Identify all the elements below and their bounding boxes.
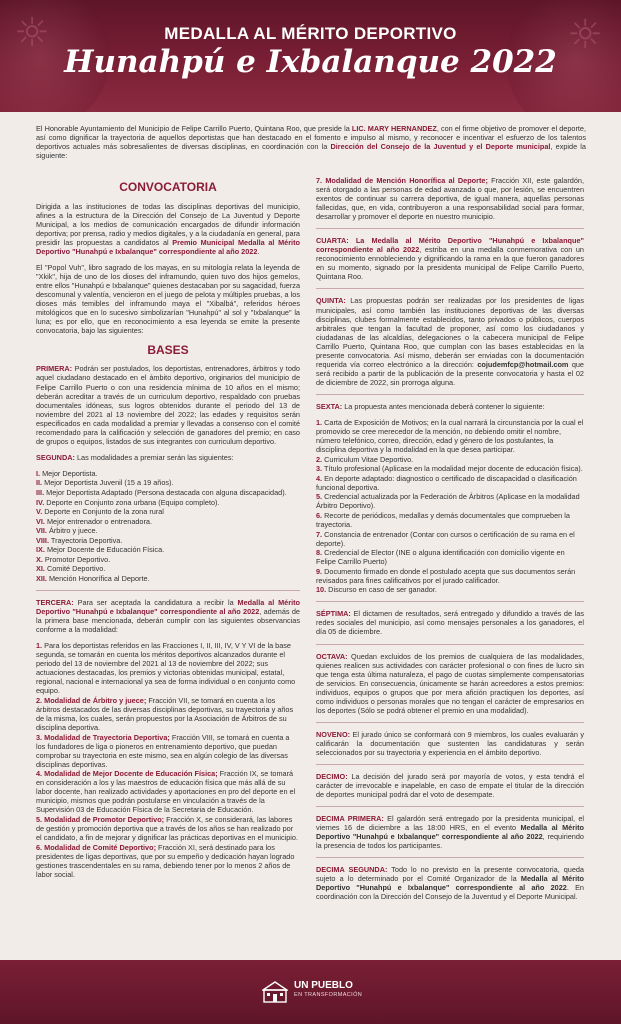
tercera-item bbox=[36, 733, 300, 769]
header-banner bbox=[0, 0, 621, 112]
primera-text: Podrán ser postulados, los deportistas, entrenadores, árbitros y todo aquel ciudadano destacado en el ámbito deportivo, originarios del municipio de Felipe Carrillo Puerto o con una residencia mínima de 10 años en el mismo; deberán acreditar a través de un curriculum deportivo, respaldado con pruebas documentales idóneas, sus logros obtenidos durante el periodo del 13 de noviembre del 2021 al 13 noviembre del 2022; las edades y requisitos serán especificados en cada modalidad a premiar y llevadas a consenso con el comité recomendado para la calificación y selección de ganadores del premio; en caso de grupos o equipos, listados de sus integrantes con curriculum deportivo. bbox=[36, 364, 300, 446]
decima-text: La decisión del jurado será por mayoría de votos, y esta tendrá el carácter de irrevocable e inapelable, en caso de empate el titular de la dirección de deportes municipal podrá dar el voto de desempate. bbox=[316, 771, 584, 800]
tercera-item bbox=[36, 641, 300, 695]
sexta-item bbox=[316, 511, 584, 529]
convocatoria-p1-b: Premio Municipal Medalla al Mérito Deportivo "Hunahpú e Ixbalanque" correspondiente al año 2022 bbox=[36, 238, 300, 257]
divider bbox=[316, 806, 584, 807]
sexta-item bbox=[316, 567, 584, 585]
tercera-text-b: Medalla al Mérito Deportivo "Hunahpú e Ixbalanque" correspondiente al año 2022 bbox=[36, 597, 300, 616]
sexta-item-text: Constancia de entrenador (Contar con cursos o certificación de su rama en el deporte). bbox=[316, 529, 575, 548]
sexta-item bbox=[316, 455, 584, 464]
tercera-text-a: Para ser aceptada la candidatura a recibir la bbox=[73, 597, 238, 607]
sexta-item-num: 1. bbox=[316, 417, 323, 427]
tercera-item-text: Fracción VII, se tomará en cuenta a los árbitros destacados de las diversas disciplinas deportivas, su trayectoria y años de la misma, los cuales, serán propuestos por la Asociación de Árbitros de su disciplina deportiva. bbox=[36, 695, 294, 733]
mayan-mask-icon-left: ☼ bbox=[14, 10, 50, 56]
modalidad-text: Trayectoria Deportiva. bbox=[48, 535, 123, 545]
quinta-text-a: Las propuestas podrán ser realizadas por los presidentes de ligas municipales, así como también las instituciones deportivas de las diversas disciplinas, clubes formalmente establecidos, tanto privados o públicos, cuerpos arbitrales que tengan la facultad de proponer, así como los ciudadanos y ciudadanas de las alcaldías, delegaciones o la cabecera municipal de Felipe Carrillo Puerto, Quintana Roo, que cumplan con las bases establecidas en la presente convocatoria. Así mismo, deberán ser enviadas con la documentación requerida vía correo electrónico a la dirección: bbox=[316, 296, 584, 369]
sexta-item-num: 2. bbox=[316, 454, 323, 464]
base-segunda bbox=[36, 453, 300, 462]
sexta-item-text: Credencial de Elector (INE o alguna identificación con domicilio vigente en Felipe Carrillo Puerto) bbox=[316, 548, 565, 567]
modalidad-item bbox=[36, 545, 300, 554]
decima-primera-text-c: , requiriendo la presencia de todos los participantes. bbox=[316, 832, 584, 851]
modalidad-num: X. bbox=[36, 554, 43, 564]
modalidad-text: Árbitro y juece. bbox=[46, 526, 98, 536]
modalidad-text: Mención Honorífica al Deporte. bbox=[46, 573, 150, 583]
modalidad-text: Deporte en Conjunto zona urbana (Equipo completo). bbox=[44, 497, 220, 507]
divider bbox=[316, 722, 584, 723]
divider bbox=[316, 228, 584, 229]
intro-direccion: Dirección del Consejo de la Juventud y el Deporte municipal bbox=[330, 142, 551, 152]
sexta-item bbox=[316, 530, 584, 548]
decima-primera-label: DECIMA PRIMERA: bbox=[316, 814, 384, 824]
decima-segunda-text-c: . En coordinación con la Dirección del Consejo de la Juventud y el Deporte Municipal. bbox=[316, 883, 584, 902]
octava-label: OCTAVA: bbox=[316, 651, 348, 661]
convocatoria-p1-c: . bbox=[257, 247, 260, 257]
divider bbox=[316, 394, 584, 395]
divider bbox=[316, 644, 584, 645]
footer-tagline: EN TRANSFORMACIÓN bbox=[294, 992, 363, 998]
tercera-item bbox=[36, 769, 300, 814]
tercera-item-text: Fracción IX, se tomará en consideración a los y las maestros de educación física que más allá de su labor docente, han realizado actividades y aportaciones en pro del deporte en el municipio, mismos que podrán postularse en vinculación a través de la Supervisión 03 de Educación Física de la Secretaria de Educación. bbox=[36, 769, 296, 815]
tercera-item bbox=[36, 843, 300, 879]
modalidad-num: VIII. bbox=[36, 535, 49, 545]
modalidad-item bbox=[36, 574, 300, 583]
sexta-item-text: Recorte de periódicos, medallas y demás documentales que comprueben la trayectoria. bbox=[316, 510, 570, 529]
base-cuarta bbox=[316, 236, 584, 281]
octava-text: Quedan excluidos de los premios de cualquiera de las modalidades, quienes realicen sus actividades con carácter profesional o con fines de lucro sin que tenga esta última naturaleza, el pago de cuotas simplemente compensatorias de servicios. En consecuencia, únicamente se harán acreedores a estos premios: individuos, equipos o grupos que por mera afición practiquen los deportes, así como individuos o personas morales que no tengan el carácter de empresarios en los deportes (Sólo se podrá obtener el premio en una modalidad). bbox=[316, 651, 584, 715]
sexta-item-text: Curriculum Vitae Deportivo. bbox=[322, 454, 414, 464]
right-column bbox=[316, 176, 584, 909]
base-novena bbox=[316, 730, 584, 757]
sexta-item-num: 4. bbox=[316, 473, 323, 483]
tercera-item-label: 4. Modalidad de Mejor Docente de Educación Física; bbox=[36, 769, 218, 779]
novena-label: NOVENO: bbox=[316, 729, 351, 739]
sexta-item bbox=[316, 548, 584, 566]
modalidad-item bbox=[36, 526, 300, 535]
base-decima-segunda bbox=[316, 865, 584, 901]
footer-banner bbox=[0, 960, 621, 1024]
base-primera bbox=[36, 364, 300, 445]
intro-text-c: , expide la siguiente: bbox=[36, 142, 586, 161]
sexta-item bbox=[316, 474, 584, 492]
sexta-item-num: 9. bbox=[316, 566, 323, 576]
modalidad-num: VII. bbox=[36, 526, 47, 536]
modalidad-num: XII. bbox=[36, 573, 47, 583]
decima-label: DECIMO: bbox=[316, 771, 348, 781]
decima-primera-text-b: Medalla al Mérito Deportivo "Hunahpú e Ixbalanque" correspondiente al año 2022 bbox=[316, 823, 584, 842]
intro-paragraph bbox=[36, 124, 586, 160]
header-subtitle: MEDALLA AL MÉRITO DEPORTIVO bbox=[164, 24, 457, 43]
tercera-item-label: 3. Modalidad de Trayectoria Deportiva; bbox=[36, 732, 170, 742]
sexta-item-text: Credencial actualizada por la Federación de Árbitros (Aplicase en la modalidad Árbitro Deportivo). bbox=[316, 492, 580, 511]
modalidad-item bbox=[36, 564, 300, 573]
tercera-item-label: 5. Modalidad de Promotor Deportivo; bbox=[36, 815, 165, 825]
bases-title: BASES bbox=[147, 342, 189, 357]
modalidad-num: II. bbox=[36, 478, 43, 488]
sexta-item-text: Carta de Exposición de Motivos; en la cual narrará la circunstancia por la cual el promovido se cree merecedor de la mención, no debiendo omitir el nombre, número telefónico, correo, dirección, edad y género de los postulantes, la disciplina deportiva y la modalidad en la que desea participar. bbox=[316, 417, 584, 455]
septima-label: SÉPTIMA: bbox=[316, 609, 351, 619]
sexta-item-num: 5. bbox=[316, 492, 323, 502]
convocatoria-title: CONVOCATORIA bbox=[119, 180, 217, 194]
novena-text: El jurado único se conformará con 9 miembros, los cuales evaluarán y calificarán la documentación que sustenten las candidaturas y serán seleccionados por su trayectoria y experiencia en el ámbito deportivo. bbox=[316, 729, 584, 757]
sexta-item-num: 10. bbox=[316, 585, 327, 595]
septima-text: El dictamen de resultados, será entregado y difundido a través de las redes sociales del municipio, así como mensajes personales a los ganadores, el día 05 de diciembre. bbox=[316, 609, 584, 637]
intro-president: LIC. MARY HERNANDEZ bbox=[351, 124, 437, 133]
item-7 bbox=[316, 176, 584, 221]
divider bbox=[316, 764, 584, 765]
sexta-item bbox=[316, 464, 584, 473]
modalidades-list bbox=[36, 469, 300, 583]
modalidad-text: Promotor Deportivo. bbox=[42, 554, 111, 564]
modalidad-text: Mejor entrenador o entrenadora. bbox=[44, 516, 153, 526]
segunda-label: SEGUNDA: bbox=[36, 452, 75, 462]
sexta-item-num: 3. bbox=[316, 464, 323, 474]
modalidad-num: XI. bbox=[36, 564, 45, 574]
sexta-item-num: 7. bbox=[316, 529, 323, 539]
decima-segunda-label: DECIMA SEGUNDA: bbox=[316, 865, 388, 875]
modalidad-num: V. bbox=[36, 507, 43, 517]
sexta-text: La propuesta antes mencionada deberá contener lo siguiente: bbox=[342, 401, 545, 411]
modalidad-item bbox=[36, 507, 300, 516]
modalidad-text: Deporte en Conjunto de la zona rural bbox=[42, 507, 164, 517]
primera-label: PRIMERA: bbox=[36, 364, 73, 374]
content bbox=[0, 118, 621, 958]
footer-brand: UN PUEBLO bbox=[294, 980, 353, 991]
left-column bbox=[36, 176, 300, 886]
segunda-text: Las modalidades a premiar serán las siguientes: bbox=[74, 452, 234, 462]
sexta-list bbox=[316, 418, 584, 594]
convocatoria-p1-a: Dirigida a las instituciones de todas las disciplinas deportivas del municipio, afines a la estructura de la Dirección del Consejo de La Juventud y Deporte Municipal, a los medios de comunicación encargados de difundir información deportiva; por prensa, radio y medios digitales, y a la ciudadanía en general, para presidir las propuestas a candidatos al bbox=[36, 201, 300, 248]
quinta-label: QUINTA: bbox=[316, 296, 346, 306]
modalidad-num: VI. bbox=[36, 516, 45, 526]
mayan-mask-icon-right: ☼ bbox=[567, 12, 603, 58]
item-7-label: 7. Modalidad de Mención Honorífica al Deporte; bbox=[316, 176, 488, 185]
decima-segunda-text-b: Medalla al Mérito Deportivo "Hunahpú e Ixbalanque" correspondiente al año 2022 bbox=[316, 874, 584, 893]
sexta-item bbox=[316, 418, 584, 454]
cuarta-label: CUARTA: La Medalla al Mérito Deportivo "Hunahpú e Ixbalanque" correspondiente al año 2022 bbox=[316, 236, 584, 255]
sexta-item-text: Discurso en caso de ser ganador. bbox=[326, 585, 437, 595]
divider bbox=[316, 288, 584, 289]
tercera-item-label: 6. Modalidad de Comité Deportivo; bbox=[36, 842, 157, 852]
sexta-item-text: Documento firmado en donde el postulado acepta que sus documentos serán revisados para fines calificativos por el jurado calificador. bbox=[316, 566, 576, 585]
tercera-label: TERCERA: bbox=[36, 597, 74, 607]
decima-segunda-text-a: Todo lo no previsto en la presente convocatoria, queda sujeto a lo determinado por el Comité Organizador de la bbox=[316, 865, 584, 884]
sexta-item-num: 6. bbox=[316, 510, 323, 520]
intro-text-b: , con el firme objetivo de promover el deporte, así como dignificar la trayectoria de aquellos deportistas que han destacado en el fomento e impulso al mismo, y reconocer e incentivar el esfuerzo de los talentos deportivos actuales más sobresalientes de diversas disciplinas, en coordinación con la bbox=[36, 124, 587, 152]
base-decima bbox=[316, 772, 584, 799]
tercera-item bbox=[36, 696, 300, 732]
modalidad-item bbox=[36, 517, 300, 526]
tercera-item-text: Fracción X, se considerará, las labores de gestión y promoción deportiva que a través de los años se han realizado por el candidato, a fin de mejorar y dignificar las prácticas deportivas en el municipio. bbox=[36, 815, 299, 843]
divider bbox=[316, 857, 584, 858]
sexta-item-text: En deporte adaptado: diagnostico o certificado de discapacidad o clasificación funcional deportiva. bbox=[316, 473, 577, 492]
modalidad-num: III. bbox=[36, 487, 45, 497]
quinta-text-b: que será recibido a partir de la publicación de la presente convocatoria y hasta el 02 de diciembre de 2022, sin prorroga alguna. bbox=[316, 359, 584, 387]
tercera-item bbox=[36, 815, 300, 842]
modalidad-text: Mejor Deportista. bbox=[40, 468, 98, 478]
header-title: Hunahpú e Ixbalanque 2022 bbox=[64, 44, 557, 80]
cuarta-text: , estriba en una medalla conmemorativa con un reconocimiento ennobleciendo y dignificando la rama en la que fueron ganadores en su momento, signado por la presidenta municipal de Felipe Carrillo Puerto, Quintana Roo. bbox=[316, 245, 584, 282]
sexta-label: SEXTA: bbox=[316, 401, 343, 411]
modalidad-item bbox=[36, 536, 300, 545]
base-decima-primera bbox=[316, 814, 584, 850]
item-7-text: Fracción XII, este galardón, será otorgado a las personas de edad avanzada o que, por lesión, se encuentren exentos de continuar su carrera deportiva, de igual manera, aquellas personas fallecidas, que, en vida, contribuyeron a una responsabilidad social para formar, desarrollar y promover el deporte en nuestro municipio. bbox=[316, 176, 584, 222]
tercera-item-text: Fracción VIII, se tomará en cuenta a los fundadores de liga o pioneros en entrenamiento deportivo, que puedan comprobar su trayectoria en este mismo, sea en algún colegio de las diversas disciplinas deportivas. bbox=[36, 732, 290, 769]
divider bbox=[316, 601, 584, 602]
modalidad-text: Mejor Deportista Juvenil (15 a 19 años). bbox=[42, 478, 174, 488]
tercera-text-c: , además de la primera base mencionada, deberán cumplir con las siguientes observancias conforme a la modalidad: bbox=[36, 606, 300, 635]
base-septima bbox=[316, 609, 584, 636]
base-sexta bbox=[316, 402, 584, 411]
sexta-item bbox=[316, 585, 584, 594]
sexta-item-text: Título profesional (Aplicase en la modalidad mejor docente de educación física). bbox=[322, 464, 583, 474]
base-quinta bbox=[316, 296, 584, 386]
tercera-item-label: 2. Modalidad de Árbitro y juece; bbox=[36, 695, 147, 705]
decima-primera-text-a: El galardón será entregado por la presidenta municipal, el viernes 16 de diciembre a las 18:00 HRS, en el evento bbox=[316, 814, 584, 833]
contact-email: cojudemfcp@hotmail.com bbox=[477, 359, 569, 369]
tercera-item-text: Fracción XI, será destinado para los presidentes de ligas deportivas, que por su empeño y dedicación hayan logrado gestiones trascendentales en su rama, debiendo tener por lo menos 2 años de labor social. bbox=[36, 842, 295, 879]
base-tercera bbox=[36, 598, 300, 634]
modalidad-text: Comité Deportivo. bbox=[44, 564, 106, 574]
sexta-item-num: 8. bbox=[316, 548, 323, 558]
divider bbox=[36, 590, 300, 591]
modalidad-item bbox=[36, 478, 300, 487]
sexta-item bbox=[316, 492, 584, 510]
modalidad-num: IX. bbox=[36, 545, 45, 555]
tercera-item-text: Para los deportistas referidos en las Fracciones I, II, III, IV, V Y VI de la base segunda, se tomarán en cuenta los méritos deportivos alcanzados durante el periodo del 13 de noviembre del 2021 al 13 de noviembre del 2022; sus actuaciones destacadas, los premios y victorias obtenidas municipal, estatal, regional, nacional e internacional ya sea de forma individual o en conjunto como equipo. bbox=[36, 641, 296, 696]
tercera-list bbox=[36, 641, 300, 879]
base-octava bbox=[316, 652, 584, 715]
modalidad-item bbox=[36, 555, 300, 564]
modalidad-text: Mejor Docente de Educación Física. bbox=[44, 545, 165, 555]
modalidad-text: Mejor Deportista Adaptado (Persona destacada con alguna discapacidad). bbox=[44, 487, 287, 497]
modalidad-num: I. bbox=[36, 468, 41, 478]
town-hall-icon bbox=[262, 980, 288, 1004]
convocatoria-paragraph-2: El "Popol Vuh", libro sagrado de los mayas, en su mitología relata la leyenda de "Xkik", hija de uno de los dioses del inframundo, quien tuvo dos hijos gemelos, entre ellos "Hunahpú e Ixbalanque" quienes destacaban por su sagacidad, fuerza descomunal y valentía, vencieron en el juego de pelota y múltiples pruebas, a los dioses más temibles del inframundo maya el "Xibalbá", referidos héroes mitológicos que en lo sucesivo simbolizarían "Hunahpú" al sol y "Ixbalanque" la luna; es por ello, que en reconocimiento a esa leyenda se emite la presente convocatoria, bajo las siguientes: bbox=[36, 263, 300, 336]
modalidad-item bbox=[36, 498, 300, 507]
modalidad-num: IV. bbox=[36, 497, 45, 507]
convocatoria-paragraph-1 bbox=[36, 202, 300, 256]
modalidad-item bbox=[36, 469, 300, 478]
tercera-item-label: 1. bbox=[36, 641, 43, 651]
intro-text-a: El Honorable Ayuntamiento del Municipio de Felipe Carrillo Puerto, Quintana Roo, que preside la bbox=[36, 124, 352, 133]
modalidad-item bbox=[36, 488, 300, 497]
